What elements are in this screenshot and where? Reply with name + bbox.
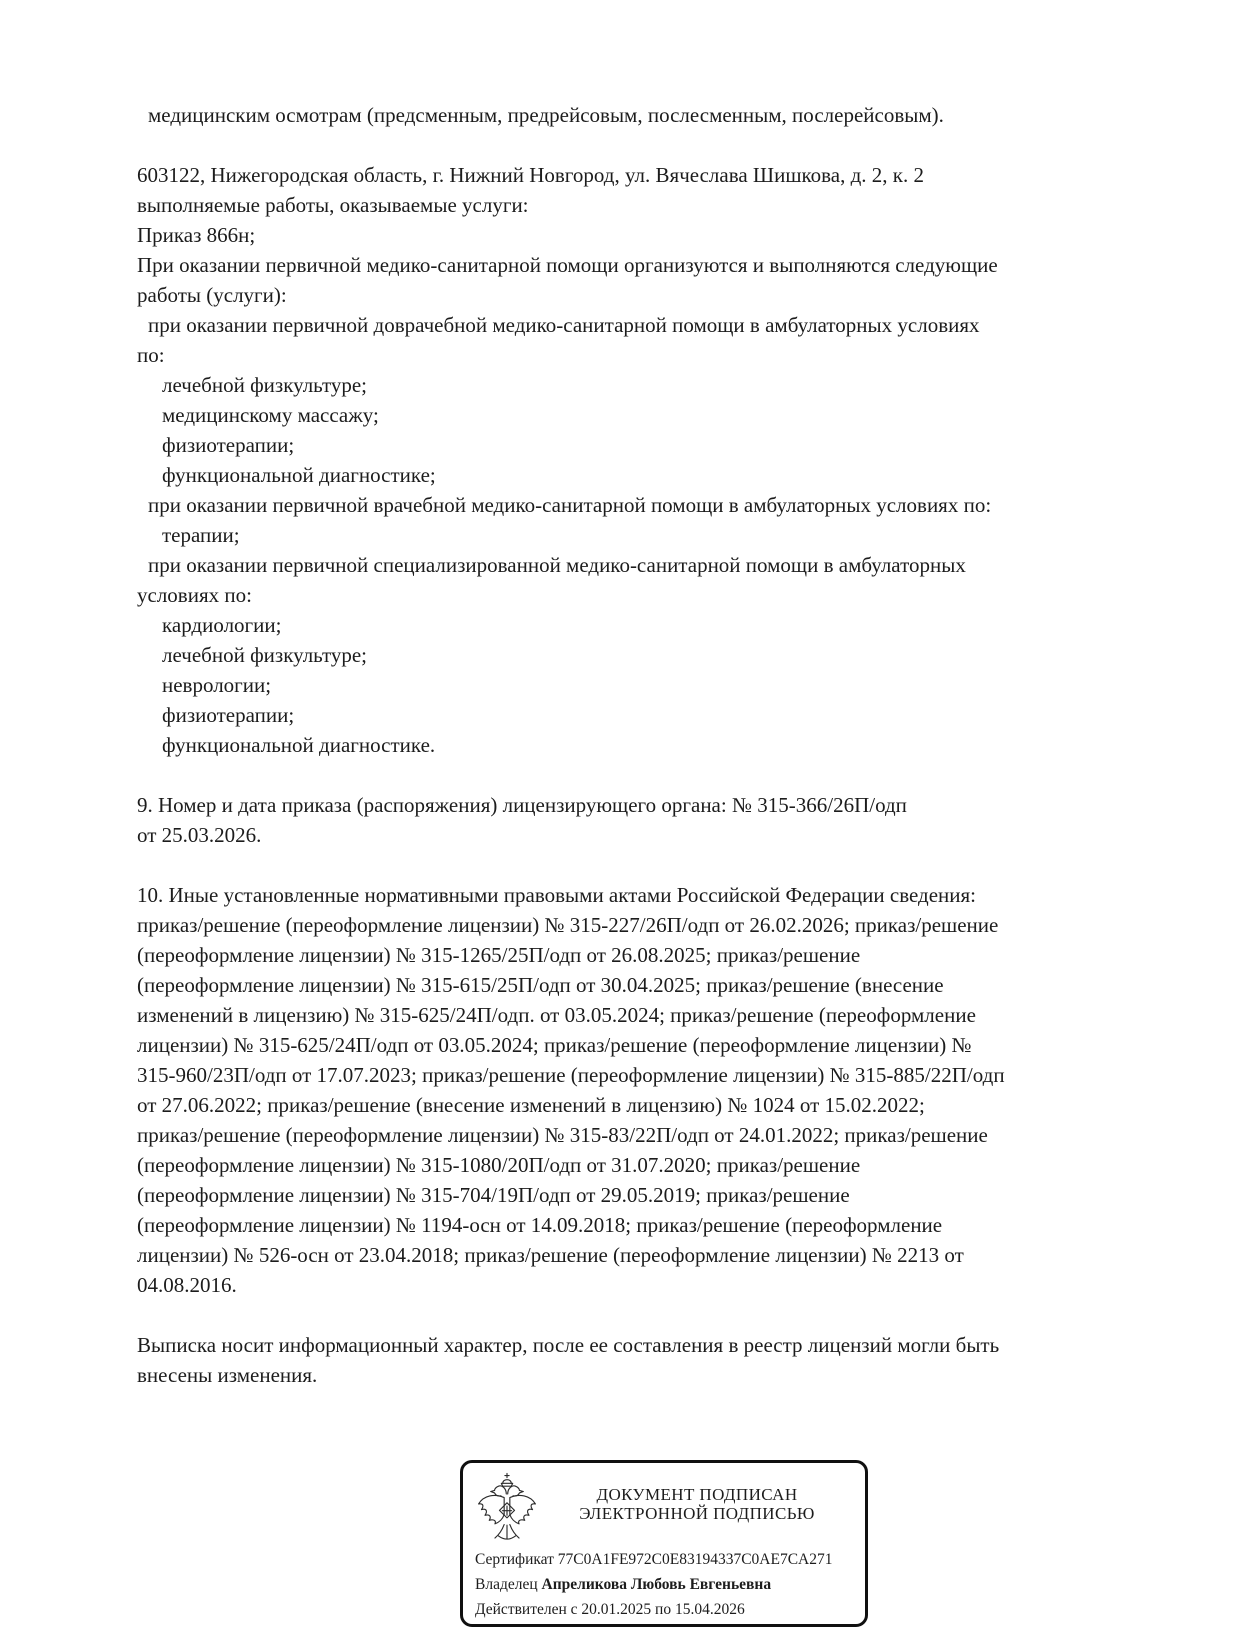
text-line: лицензии) № 526-осн от 23.04.2018; приказ/решение (переоформление лицензии) № 2213 от: [137, 1243, 964, 1267]
certificate-label: Сертификат: [475, 1551, 554, 1568]
text-line: 04.08.2016.: [137, 1273, 237, 1297]
blank-line: [137, 850, 1137, 880]
text-line: лечебной физкультуре;: [162, 373, 368, 397]
text-line: (переоформление лицензии) № 315-615/25П/одп от 30.04.2025; приказ/решение (внесение: [137, 973, 944, 997]
roszdravnadzor-eagle-icon: [475, 1472, 539, 1543]
certificate-value: 77C0A1FE972C0E83194337C0AE7CA271: [557, 1551, 833, 1568]
text-line: приказ/решение (переоформление лицензии) № 315-227/26П/одп от 26.02.2026; приказ/решение: [137, 913, 999, 937]
text-line: функциональной диагностике;: [162, 463, 436, 487]
text-line: физиотерапии;: [162, 703, 295, 727]
text-line: при оказании первичной врачебной медико-санитарной помощи в амбулаторных условиях по:: [148, 493, 992, 517]
text-line: лечебной физкультуре;: [162, 643, 368, 667]
signature-stamp: [460, 1460, 868, 1627]
text-line: 603122, Нижегородская область, г. Нижний Новгород, ул. Вячеслава Шишкова, д. 2, к. 2: [137, 163, 925, 187]
text-line: при оказании первичной специализированной медико-санитарной помощи в амбулаторных: [148, 553, 966, 577]
text-line: работы (услуги):: [137, 283, 287, 307]
text-line: условиях по:: [137, 583, 252, 607]
document-body: [137, 100, 1137, 1390]
text-line: (переоформление лицензии) № 315-704/19П/одп от 29.05.2019; приказ/решение: [137, 1183, 850, 1207]
stamp-title: [539, 1485, 855, 1523]
text-line: (переоформление лицензии) № 315-1265/25П/одп от 26.08.2025; приказ/решение: [137, 943, 861, 967]
text-line: При оказании первичной медико-санитарной помощи организуются и выполняются следующие: [137, 253, 998, 277]
text-line: терапии;: [162, 523, 240, 547]
text-line: внесены изменения.: [137, 1363, 318, 1387]
text-line: медицинским осмотрам (предсменным, предрейсовым, послесменным, послерейсовым).: [148, 103, 944, 127]
text-line: Выписка носит информационный характер, после ее составления в реестр лицензий могли быть: [137, 1333, 1000, 1357]
text-line: от 25.03.2026.: [137, 823, 262, 847]
stamp-header: [463, 1463, 865, 1543]
text-line: 10. Иные установленные нормативными правовыми актами Российской Федерации сведения:: [137, 883, 977, 907]
text-line: медицинскому массажу;: [162, 403, 379, 427]
text-line: выполняемые работы, оказываемые услуги:: [137, 193, 529, 217]
text-line: (переоформление лицензии) № 1194-осн от 14.09.2018; приказ/решение (переоформление: [137, 1213, 943, 1237]
text-line: функциональной диагностике.: [162, 733, 436, 757]
text-line: 315-960/23П/одп от 17.07.2023; приказ/решение (переоформление лицензии) № 315-885/22П/одп: [137, 1063, 1005, 1087]
text-line: приказ/решение (переоформление лицензии) № 315-83/22П/одп от 24.01.2022; приказ/решение: [137, 1123, 988, 1147]
text-line: изменений в лицензию) № 315-625/24П/одп. от 03.05.2024; приказ/решение (переоформление: [137, 1003, 976, 1027]
text-line: физиотерапии;: [162, 433, 295, 457]
validity-line: Действителен с 20.01.2025 по 15.04.2026: [475, 1601, 745, 1618]
text-line: кардиологии;: [162, 613, 282, 637]
text-line: по:: [137, 343, 165, 367]
text-line: от 27.06.2022; приказ/решение (внесение изменений в лицензию) № 1024 от 15.02.2022;: [137, 1093, 925, 1117]
blank-line: [137, 1300, 1137, 1330]
owner-line: [475, 1572, 853, 1597]
text-line: при оказании первичной доврачебной медико-санитарной помощи в амбулаторных условиях: [148, 313, 980, 337]
text-line: неврологии;: [162, 673, 272, 697]
owner-label: Владелец: [475, 1576, 538, 1593]
text-line: Приказ 866н;: [137, 223, 256, 247]
certificate-line: [475, 1547, 853, 1572]
text-line: лицензии) № 315-625/24П/одп от 03.05.2024; приказ/решение (переоформление лицензии) №: [137, 1033, 972, 1057]
stamp-title-line1: ДОКУМЕНТ ПОДПИСАН: [596, 1485, 798, 1504]
blank-line: [137, 760, 1137, 790]
owner-value: Апреликова Любовь Евгеньевна: [541, 1576, 772, 1593]
stamp-title-line2: ЭЛЕКТРОННОЙ ПОДПИСЬЮ: [579, 1504, 815, 1523]
text-line: (переоформление лицензии) № 315-1080/20П/одп от 31.07.2020; приказ/решение: [137, 1153, 861, 1177]
text-line: 9. Номер и дата приказа (распоряжения) лицензирующего органа: № 315-366/26П/одп: [137, 793, 907, 817]
blank-line: [137, 130, 1137, 160]
stamp-info: [463, 1543, 865, 1622]
